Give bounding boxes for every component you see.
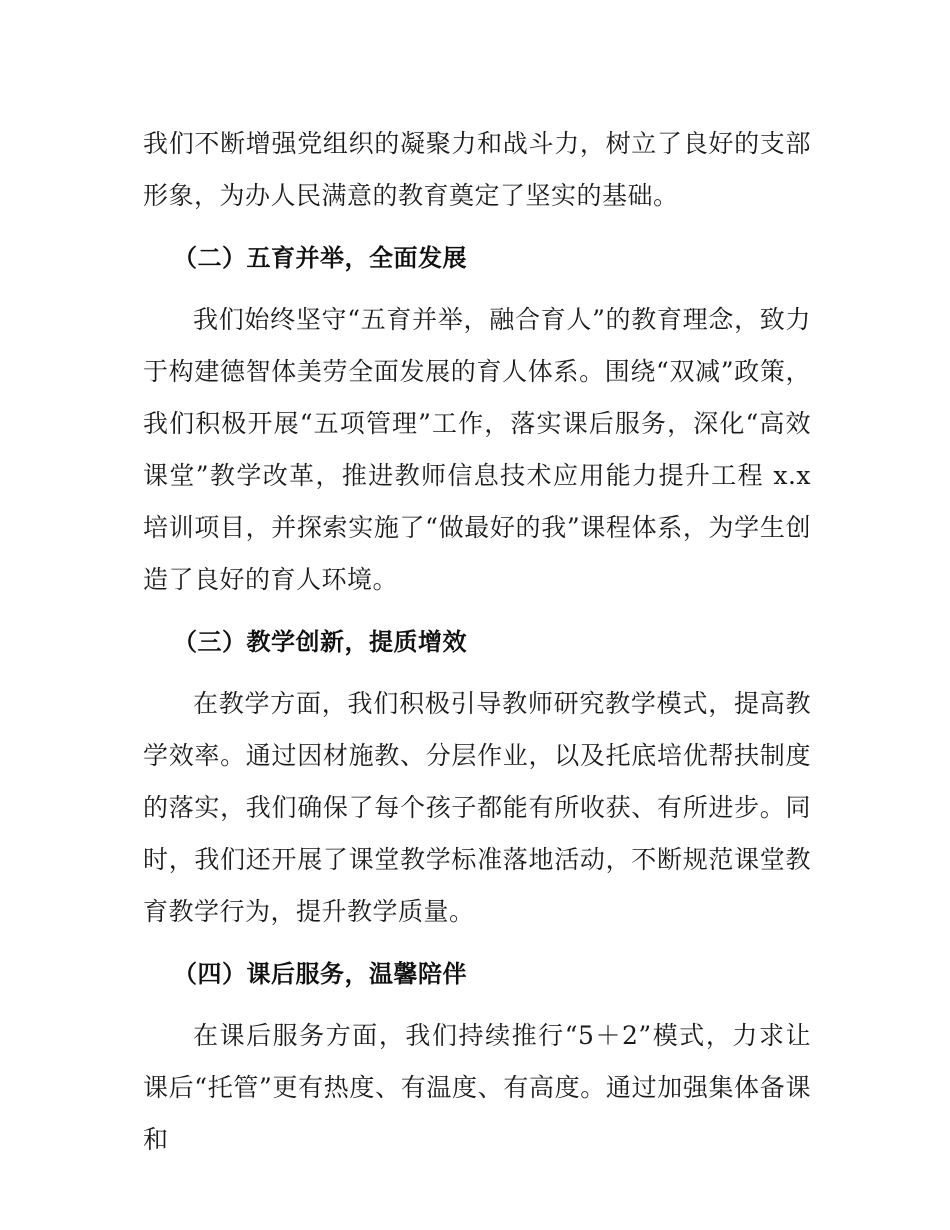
paragraph-party-organization: 我们不断增强党组织的凝聚力和战斗力，树立了良好的支部形象，为办人民满意的教育奠定了坚实的基础。: [143, 129, 811, 210]
paragraph-five-education: 我们始终坚守“五育并举，融合育人”的教育理念，致力于构建德智体美劳全面发展的育人体系。围绕“双减”政策，我们积极开展“五项管理”工作，落实课后服务，深化“高效课堂”教学改革，推进教师信息技术应用能力提升工程 x.x 培训项目，并探索实施了“做最好的我”课程体系，为学生创造了良好的育人环境。: [143, 305, 811, 594]
paragraph-after-school-service: 在课后服务方面，我们持续推行“5＋2”模式，力求让课后“托管”更有热度、有温度、有高度。通过加强集体备课和: [143, 1021, 811, 1154]
section-heading-teaching-innovation: （三）教学创新，提质增效: [173, 628, 467, 656]
paragraph-teaching-innovation: 在教学方面，我们积极引导教师研究教学模式，提高教学效率。通过因材施教、分层作业，以及托底培优帮扶制度的落实，我们确保了每个孩子都能有所收获、有所进步。同时，我们还开展了课堂教学标准落地活动，不断规范课堂教育教学行为，提升教学质量。: [143, 689, 811, 926]
document-body: [143, 118, 811, 1166]
section-heading-after-school-service: （四）课后服务，温馨陪伴: [173, 960, 467, 988]
section-heading-five-education: （二）五育并举，全面发展: [173, 244, 467, 272]
